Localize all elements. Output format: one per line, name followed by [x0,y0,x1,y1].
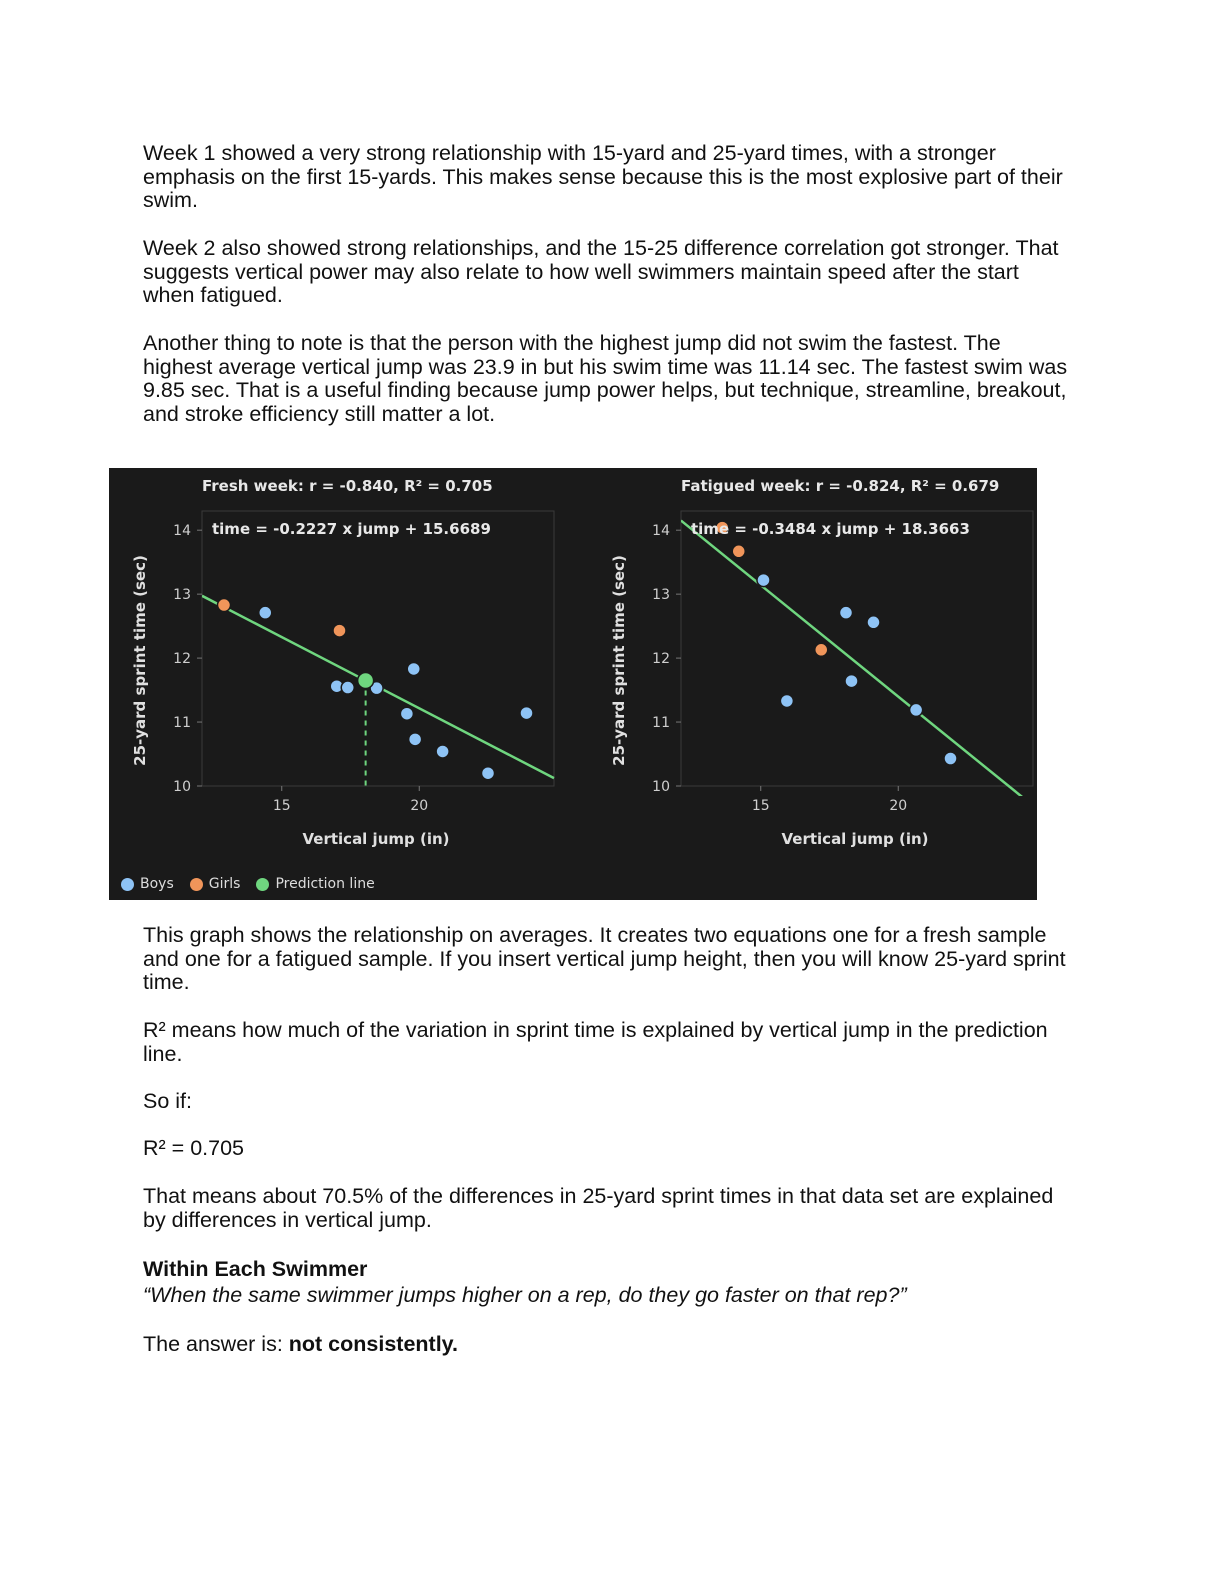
x-tick-label: 20 [410,798,429,814]
chart-canvas [109,468,1037,868]
y-tick-label: 14 [173,523,191,540]
data-point-boys [341,681,354,694]
chart-2 [610,477,1033,848]
data-point-girls [815,643,828,656]
y-tick-label: 11 [173,715,191,732]
legend-item-boys [121,876,174,892]
data-point-boys [757,574,770,587]
data-point-boys [910,703,923,716]
data-point-girls [732,545,745,558]
answer-prefix: The answer is: [143,1332,289,1356]
prediction-line [681,521,1033,806]
legend-dot-girls [190,878,203,891]
data-point-boys [520,707,533,720]
y-axis-label: 25-yard sprint time (sec) [131,555,149,766]
paragraph-variance-meaning: That means about 70.5% of the differences in 25-yard sprint times in that data set are explained by differences in vertical jump. [143,1184,1054,1232]
legend-label-prediction: Prediction line [275,876,375,892]
chart-1 [131,477,554,848]
y-tick-label: 12 [652,651,670,668]
data-point-boys [845,675,858,688]
y-tick-label: 13 [173,587,191,604]
paragraph-graph-explanation: This graph shows the relationship on averages. It creates two equations one for a fresh sample and one for a fatigued sample. If you insert vertical jump height, then you will know 25-yard sprint time. [143,923,1066,995]
regression-equation: time = -0.2227 x jump + 15.6689 [212,520,491,538]
paragraph-week2: Week 2 also showed strong relationships, and the 15-25 difference correlation got stronger. That suggests vertical power may also relate to how well swimmers maintain speed after the start when fatigued. [143,236,1059,308]
regression-equation: time = -0.3484 x jump + 18.3663 [691,520,970,538]
data-point-boys [436,745,449,758]
section-question: “When the same swimmer jumps higher on a rep, do they go faster on that rep?” [143,1283,907,1307]
y-tick-label: 13 [652,587,670,604]
y-tick-label: 10 [173,779,191,795]
data-point-boys [409,733,422,746]
legend-dot-boys [121,878,134,891]
data-point-boys [400,707,413,720]
y-tick-label: 12 [173,651,191,668]
x-axis-label: Vertical jump (in) [302,830,450,848]
section-answer [143,1333,1073,1357]
regression-figure [109,468,1037,900]
y-axis-label: 25-yard sprint time (sec) [610,555,628,766]
data-point-boys [259,606,272,619]
section-heading: Within Each Swimmer [143,1257,368,1281]
data-point-girls [333,624,346,637]
chart-title: Fresh week: r = -0.840, R² = 0.705 [202,477,493,495]
chart-legend [121,876,391,892]
paragraph-r-squared-value: R² = 0.705 [143,1136,244,1160]
answer-emphasis: not consistently. [288,1332,459,1356]
legend-item-girls [190,876,241,892]
chart-title: Fatigued week: r = -0.824, R² = 0.679 [681,477,1000,495]
data-point-boys [407,662,420,675]
x-tick-label: 15 [751,798,770,814]
data-point-boys [944,752,957,765]
legend-label-boys: Boys [140,876,174,892]
x-axis-label: Vertical jump (in) [781,830,929,848]
x-tick-label: 20 [889,798,908,814]
y-tick-label: 14 [652,523,670,540]
plot-frame [202,511,554,786]
prediction-point [358,672,374,688]
paragraph-so-if: So if: [143,1089,192,1113]
legend-label-girls: Girls [208,876,241,892]
paragraph-r-squared: R² means how much of the variation in sprint time is explained by vertical jump in the prediction line. [143,1018,1048,1066]
x-tick-label: 15 [272,798,291,814]
data-point-boys [867,616,880,629]
y-tick-label: 11 [652,715,670,732]
paragraph-highest-jump: Another thing to note is that the person with the highest jump did not swim the fastest. The highest average vertical jump was 23.9 in but his swim time was 11.14 sec. The fastest swim was 9.85 sec. That is a useful finding because jump power helps, but technique, streamline, breakout, and stroke efficiency still matter a lot. [143,331,1068,426]
data-point-boys [780,694,793,707]
legend-item-prediction [256,876,374,892]
y-tick-label: 10 [652,779,670,795]
paragraph-week1: Week 1 showed a very strong relationship with 15-yard and 25-yard times, with a stronger emphasis on the first 15-yards. This makes sense because this is the most explosive part of their swim. [143,141,1063,213]
data-point-girls [218,599,231,612]
legend-dot-prediction [256,878,269,891]
data-point-boys [482,767,495,780]
data-point-boys [840,606,853,619]
